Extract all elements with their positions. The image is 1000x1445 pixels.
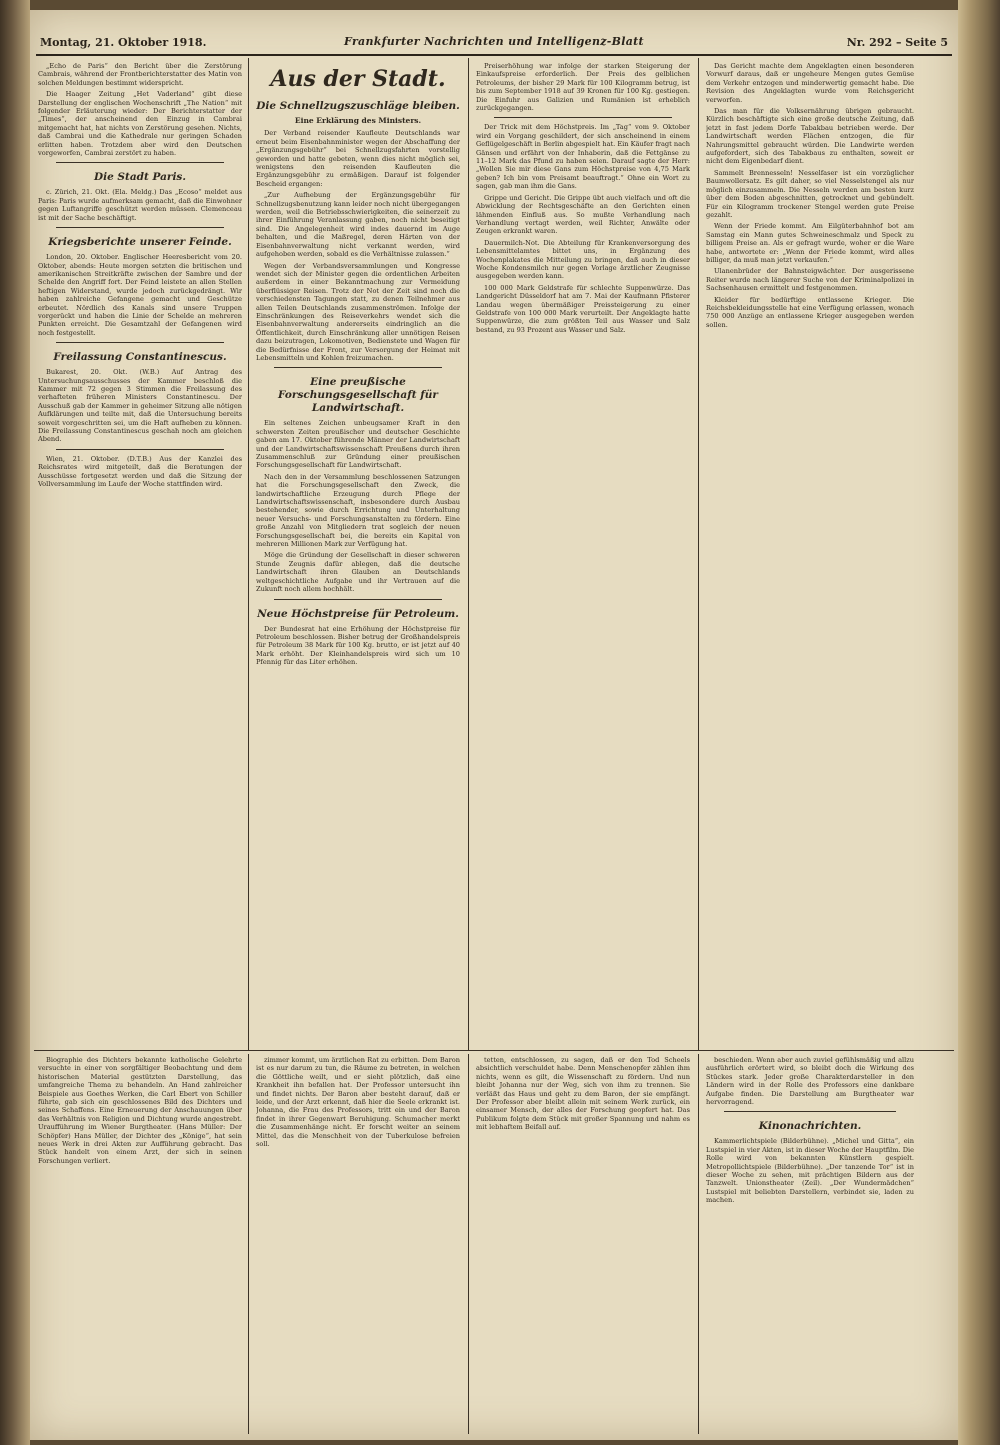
column-3 [476, 62, 690, 1047]
column-4 [706, 62, 914, 1047]
article-paragraph: Sammelt Brennesseln! Nesselfaser ist ein vorzüglicher Baumwollersatz. Es gilt daher, so viel Nesselstengel als nur möglich einzusammeln. Die Nesseln werden am besten kurz über dem Boden abgeschnitten, getrocknet und gebündelt. Für ein Kilogramm trockener Stengel werden gute Preise gezahlt. [706, 168, 914, 219]
article-paragraph: Ulanenbrüder der Bahnsteigwächter. Der ausgerissene Reiter wurde nach längerer Suche von der Kriminalpolizei in Sachsenhausen ermittelt und festgenommen. [706, 267, 914, 293]
article-paragraph: Der Trick mit dem Höchstpreis. Im „Tag“ vom 9. Oktober wird ein Vorgang geschildert, der sich anscheinend in einem Geflügelgeschäft in Berlin abgespielt hat. Ein Käufer fragt nach Gänsen und erfährt von der Inhaberin, daß die Fettgänse zu 11–12 Mark das Pfund zu haben seien. Darauf sagte der Herr: „Wollen Sie mir diese Gans zum Höchstpreise von 4,75 Mark geben? Ich bin vom Preisamt beauftragt.“ Ohne ein Wort zu sagen, gab man ihm die Gans. [476, 123, 690, 191]
divider [274, 367, 442, 368]
article-paragraph: London, 20. Oktober. Englischer Heeresbericht vom 20. Oktober, abends: Heute morgen setzten die britischen und amerikanischen Streitkräfte zwischen der Sambre und der Schelde den Angriff fort. Der Feind leistete an allen Stellen heftigen Widerstand, wurde jedoch zurückgedrängt. Wir haben zahlreiche Gefangene gemacht und Geschütze erbeutet. Nördlich des Kanals sind unsere Truppen vorgerückt und haben die Linie der Schelde an mehreren Punkten erreicht. Die Gesamtzahl der Gefangenen wird noch festgestellt. [38, 253, 242, 337]
header-page-number: Nr. 292 – Seite 5 [846, 36, 948, 49]
header-date: Montag, 21. Oktober 1918. [40, 36, 207, 49]
article-paragraph: Möge die Gründung der Gesellschaft in dieser schweren Stunde Zeugnis dafür ablegen, daß die deutsche Landwirtschaft ihren Glauben an Deutschlands weltgeschichtliche Aufgabe und ihr Vertrauen auf die Zukunft noch allem hochhält. [256, 551, 460, 594]
book-gutter-left [0, 0, 30, 1445]
divider [494, 117, 672, 118]
feuilleton-column-2 [256, 1056, 460, 1434]
feuilleton-column-3 [476, 1056, 690, 1434]
feuilleton-paragraph: Kammerlichtspiele (Bilderbühne). „Michel und Gitta“, ein Lustspiel in vier Akten, ist in dieser Woche der Hauptfilm. Die Rolle wird von bekannten Künstlern gespielt. Metropollichtspiele (Bilderbühne). „Der tanzende Tor“ ist in dieser Woche zu sehen, mit prächtigen Bildern aus der Tanzwelt. Unionstheater (Zeil). „Der Wundermädchen“ Lustspiel mit beliebten Darstellern, verbindet sie, laden zu machen. [706, 1137, 914, 1205]
feuilleton-paragraph: Biographie des Dichters bekannte katholische Gelehrte versuchte in einer von sorgfältiger Beobachtung und dem historischen Material gestützten Darstellung, das umfangreiche Thema zu behandeln. An Hand zahlreicher Beispiele aus Goethes Werken, die Carl Ebert von Schiller führte, gab sich ein geschlossenes Bild des Dichters und seines Schaffens. Eine Erneuerung der Anschauungen über das Verhältnis von Religion und Dichtung wurde angestrebt. Uraufführung im Wiener Burgtheater. (Hans Müller: Der Schöpfer) Hans Müller, der Dichter des „Könige“, hat sein neues Werk in drei Akten zur Aufführung gebracht. Das Stück handelt von einem Arzt, der sich in seinen Forschungen verliert. [38, 1056, 242, 1165]
article-paragraph: Das Gericht machte dem Angeklagten einen besonderen Vorwurf daraus, daß er ungeheure Mengen gutes Gemüse dem Verkehr entzogen und minderwertig gemacht habe. Die Revision des Angeklagten wurde vom Reichsgericht verworfen. [706, 62, 914, 104]
article-paragraph: 100 000 Mark Geldstrafe für schlechte Suppenwürze. Das Landgericht Düsseldorf hat am 7. Mai der Kaufmann Pfisterer Landau wegen übermäßiger Preissteigerung zu einer Geldstrafe von 100 000 Mark verurteilt. Der Angeklagte hatte Suppenwürze, die zum größten Teil aus Wasser und Salz bestand, zu 93 Prozent aus Wasser und Salz. [476, 283, 690, 334]
column-rule [248, 58, 249, 1050]
divider [56, 227, 224, 228]
divider [56, 449, 224, 450]
column-rule [698, 58, 699, 1050]
headline-paris: Die Stadt Paris. [93, 171, 187, 184]
article-paragraph: Preiserhöhung war infolge der starken Steigerung der Einkaufspreise erforderlich. Der Preis des gelblichen Petroleums, der bisher 29 Mark für 100 Kilogramm betrug, ist bis zum September 1918 auf 39 Kronen für 100 Kg. gestiegen. Die Einfuhr aus Galizien und Rumänien ist erheblich zurückgegangen. [476, 62, 690, 113]
article-paragraph: c. Zürich, 21. Okt. (Ela. Meldg.) Das „Ecoso“ meldet aus Paris: Paris wurde aufmerksam gemacht, daß die Einwohner gegen Luftangriffe geschützt werden müssen. Clemenceau ist mit der Sache beschäftigt. [38, 188, 242, 222]
headline-forschungsgesellschaft: Eine preußische Forschungsgesellschaft für Landwirtschaft. [278, 376, 438, 415]
column-2 [256, 60, 460, 1047]
section-divider [34, 1050, 954, 1051]
article-paragraph: Der Bundesrat hat eine Erhöhung der Höchstpreise für Petroleum beschlossen. Bisher betrug der Großhandelspreis für Petroleum 38 Mark für 100 Kg. brutto, er ist jetzt auf 40 Mark erhöht. Der Kleinhandelspreis wird sich um 10 Pfennig für das Liter erhöhen. [256, 624, 460, 667]
article-paragraph: Wenn der Friede kommt. Am Eilgüterbahnhof bot am Samstag ein Mann gutes Schweineschmalz und Speck zu billigem Preise an. Als er gefragt wurde, woher er die Ware habe, antwortete er: „Wenn der Friede kommt, wird alles billiger, da muß man jetzt verkaufen.“ [706, 222, 914, 264]
article-paragraph: Nach den in der Versammlung beschlossenen Satzungen hat die Forschungsgesellschaft den Zweck, die landwirtschaftliche Erzeugung durch Pflege der Landwirtschaftswissenschaft, insbesondere durch Ausbau bestehender, sowie durch Errichtung und Unterhaltung neuer Versuchs- und Forschungsanstalten zu fördern. Eine große Anzahl von Mitgliedern trat sogleich der neuen Forschungsgesellschaft bei, die bereits ein Kapital von mehreren Millionen Mark zur Verfügung hat. [256, 472, 460, 549]
headline-aus-der-stadt: Aus der Stadt. [270, 66, 446, 92]
article-paragraph: Kleider für bedürftige entlassene Krieger. Die Reichsbekleidungsstelle hat eine Verfügung erlassen, wonach 750 000 Anzüge an entlassene Krieger ausgegeben werden sollen. [706, 295, 914, 329]
article-paragraph: Dauermilch-Not. Die Abteilung für Krankenversorgung des Lebensmittelamtes bittet uns, in Ergänzung des Wochenplakates die Mitteilung zu bringen, daß auch in dieser Woche Kondensmilch nur gegen Vorlage ärztlicher Zeugnisse ausgegeben werden kann. [476, 238, 690, 281]
article-paragraph: Die Haager Zeitung „Het Vaderland“ gibt diese Darstellung der englischen Wochenschrift „The Nation“ mit folgender Erläuterung wieder: Der Berichterstatter der „Times“, der anscheinend den Einzug in Cambrai mitgemacht hat, hat nichts von Zerstörung gesehen. Nichts, daß Cambrai und die Kathedrale nur geringen Schaden erlitten haben. Trotzdem aber wird den Deutschen vorgeworfen, Cambrai zerstört zu haben. [38, 90, 242, 158]
article-paragraph: Wien, 21. Oktober. (D.T.B.) Aus der Kanzlei des Reichsrates wird mitgeteilt, daß die Beratungen der Ausschüsse fortgesetzt werden und daß die Sitzung der Vollversammlung im Laufe der Woche stattfinden wird. [38, 454, 242, 489]
column-rule [468, 1054, 469, 1434]
column-rule [698, 1054, 699, 1434]
headline-freilassung: Freilassung Constantinescus. [53, 351, 227, 364]
divider [724, 1111, 896, 1112]
article-paragraph: Das man für die Volksernährung übrigen gebraucht. Kürzlich beschäftigte sich eine große deutsche Zeitung, daß jetzt in fast jedem Dorfe Tabakbau betrieben werde. Der Landwirtschaft werden Flächen entzogen, die für Nahrungsmittel gebraucht würden. Die Landwirte werden aufgefordert, sich des Tabakbaus zu enthalten, soweit er nicht dem Eigenbedarf dient. [706, 107, 914, 166]
article-paragraph: Ein seltenes Zeichen unbeugsamer Kraft in den schwersten Zeiten preußischer und deutscher Geschichte gaben am 17. Oktober führende Männer der Landwirtschaft und der Landwirtschaftswissenschaft Preußens durch ihren Zusammenschluß zur Gründung einer preußischen Forschungsgesellschaft für Landwirtschaft. [256, 419, 460, 470]
page-header [36, 32, 952, 56]
feuilleton-paragraph: beschieden. Wenn aber auch zuviel gefühlsmäßig und allzu ausführlich erörtert wird, so bleibt doch die Wirkung des Stückes stark. Jeder große Charakterdarsteller in den Ländern wird in der Rolle des Professors eine dankbare Aufgabe finden. Die Darstellung am Burgtheater war hervorragend. [706, 1056, 914, 1107]
article-paragraph: Grippe und Gericht. Die Grippe übt auch vielfach und oft die Abwicklung der Rechtsgeschäfte an den Gerichten einen lähmenden Einfluß aus. So mußte Verhandlung nach Verhandlung vertagt werden, weil Richter, Anwälte oder Zeugen erkrankt waren. [476, 193, 690, 236]
book-edge-right [958, 0, 1000, 1445]
subheadline: Eine Erklärung des Ministers. [294, 116, 422, 125]
article-paragraph: „Zur Aufhebung der Ergänzungsgebühr für Schnellzugsbenutzung kann leider noch nicht übergegangen werden, weil die Betriebsschwierigkeiten, die seinerzeit zu ihrer Einführung Veranlassung gaben, noch nicht beseitigt sind. Die Angelegenheit wird indes dauernd im Auge behalten, und die Maßregel, deren Härten von der Eisenbahnverwaltung nicht verkannt werden, wird aufgehoben werden, sobald es die Verhältnisse zulassen.“ [256, 191, 460, 259]
divider [274, 599, 442, 600]
divider [56, 162, 224, 163]
article-paragraph: Wegen der Verbandsversammlungen und Kongresse wendet sich der Minister gegen die ordentlichen Arbeiten außerdem in einer Bekanntmachung zur Vermeidung überflüssiger Reisen. Trotz der Not der Zeit sind noch die verschiedensten Tagungen statt, zu denen Teilnehmer aus allen Teilen Deutschlands zusammenströmen. Infolge der Einschränkungen des Reiseverkehrs wendet sich die Eisenbahnverwaltung andererseits eindringlich an die Öffentlichkeit, durch Einschränkung aller unnötigen Reisen dazu beizutragen, Lokomotiven, Bedienstete und Wagen für die Bedürfnisse der Front, zur Versorgung der Heimat mit Lebensmitteln und Kohlen freizumachen. [256, 261, 460, 362]
article-paragraph: Bukarest, 20. Okt. (W.B.) Auf Antrag des Untersuchungsausschusses der Kammer beschloß die Kammer mit 72 gegen 3 Stimmen die Freilassung des verhafteten früheren Ministers Constantinescu. Der Ausschuß gab der Kammer in geheimer Sitzung alle nötigen Aufklärungen und teilte mit, daß die Untersuchung bereits soweit vorgeschritten sei, um die Haft aufheben zu können. Die Freilassung Constantinescus geschah noch am gleichen Abend. [38, 368, 242, 444]
feuilleton-paragraph: zimmer kommt, um ärztlichen Rat zu erbitten. Dem Baron ist es nur darum zu tun, die Räume zu betreten, in welchen die Göttliche weilt, und er sieht plötzlich, daß eine Krankheit ihn befallen hat. Der Professor untersucht ihn und findet nichts. Der Baron aber besteht darauf, daß er leide, und der Arzt erkennt, daß hier die Seele erkrankt ist. Johanna, die Frau des Professors, tritt ein und der Baron findet in ihrer Gegenwart Beruhigung. Schumacher merkt die Zusammenhänge nicht. Er forscht weiter an seinem Mittel, das die Menschheit von der Tuberkulose befreien soll. [256, 1056, 460, 1149]
feuilleton-column-1 [38, 1056, 242, 1434]
column-rule [248, 1054, 249, 1434]
newspaper-page [30, 10, 958, 1440]
headline-petroleum: Neue Höchstpreise für Petroleum. [257, 607, 459, 620]
header-masthead: Frankfurter Nachrichten und Intelligenz-Blatt [344, 35, 644, 48]
divider [56, 342, 224, 343]
feuilleton-column-4 [706, 1056, 914, 1434]
article-paragraph: „Echo de Paris“ den Bericht über die Zerstörung Cambrais, während der Frontberichterstatter des Matin von solchen Meldungen bestimmt widerspricht. [38, 62, 242, 87]
article-paragraph: Der Verband reisender Kaufleute Deutschlands war erneut beim Eisenbahnminister wegen der Abschaffung der „Ergänzungsgebühr“ bei Schnellzugsfahrten vorstellig geworden und hatte gebeten, wenn dies nicht möglich sei, wenigstens den reisenden Kaufleuten die Ergänzungsgebühr zu ermäßigen. Darauf ist folgender Bescheid ergangen: [256, 129, 460, 188]
headline-kriegsberichte: Kriegsberichte unserer Feinde. [48, 236, 232, 249]
headline-schnellzug: Die Schnellzugszuschläge bleiben. [256, 100, 460, 112]
feuilleton-paragraph: tetten, entschlossen, zu sagen, daß er den Tod Scheels absichtlich verschuldet habe. Denn Menschenopfer zählen ihm nichts, wenn es gilt, die Wissenschaft zu fördern. Und nun bleibt Johanna nur der Weg, sich von ihm zu trennen. Sie verläßt das Haus und geht zu dem Baron, der sie empfängt. Der Professor aber bleibt allein mit seinem Werk zurück, ein einsamer Mensch, der alles der Forschung geopfert hat. Das Publikum folgte dem Stück mit großer Spannung und nahm es mit lebhaftem Beifall auf. [476, 1056, 690, 1132]
column-1 [38, 62, 242, 1047]
headline-kinonachrichten: Kinonachrichten. [758, 1120, 862, 1133]
column-rule [468, 58, 469, 1050]
